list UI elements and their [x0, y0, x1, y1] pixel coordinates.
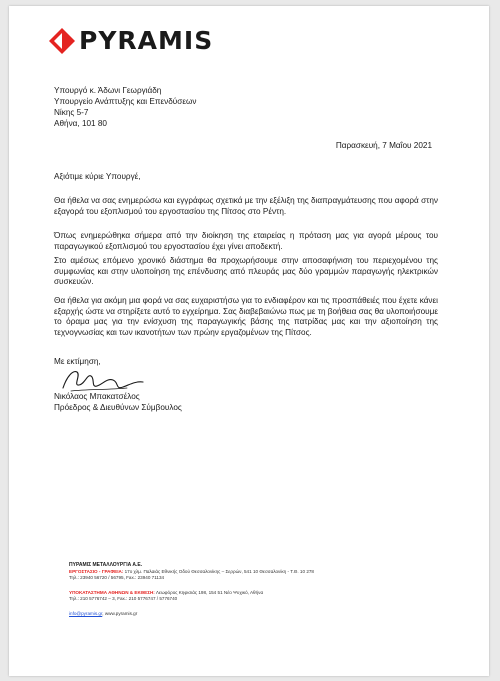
signer-title: Πρόεδρος & Διευθύνων Σύμβουλος: [54, 402, 182, 412]
footer-contact: [69, 611, 314, 618]
footer-branch-phone: Τηλ.: 210 5776742 – 3, Fax.: 210 5776747 / 5776740: [69, 596, 178, 602]
footer-branch-line: [69, 590, 314, 597]
footer-factory-address: 17ο χλμ. Παλαιάς Εθνικής Οδού Θεσσαλονίκης – Σερρών, 541 10 Θεσσαλονίκη - Τ.Θ. 10 278: [124, 568, 314, 574]
footer-factory-label: ΕΡΓΟΣΤΑΣΙΟ - ΓΡΑΦΕΙΑ:: [69, 568, 124, 574]
body-paragraph: Θα ήθελα για ακόμη μια φορά να σας ευχαριστήσω για το ενδιαφέρον και τις προσπάθειές που έχετε κάνει εξαρχής ώστε να στηρίξετε αυτό το εγχείρημα. Σας διαβεβαιώνω πως με τη βοήθεια σας θα υλοποιήσουμε το όραμα μας για την ενίσχυση της παραγωγικής βάσης της πατρίδας μας και την αξιοποίηση της τεχνογνωσίας και των ικανοτήτων των πρώην εργαζομένων της Πίτσος.: [54, 296, 438, 337]
letterhead-footer: [69, 562, 314, 618]
salutation: Αξιότιμε κύριε Υπουργέ,: [54, 172, 141, 181]
company-logo: [49, 24, 213, 58]
footer-email-link[interactable]: info@pyramis.gr: [69, 610, 103, 616]
footer-factory-phone: Τηλ.: 23940 56720 / 56795, Fax.: 23940 71134: [69, 575, 165, 581]
footer-factory-line: [69, 569, 314, 576]
recipient-line: Υπουργό κ. Άδωνι Γεωργιάδη: [54, 86, 162, 95]
brand-name: PYRAMIS: [79, 26, 214, 55]
recipient-line: Αθήνα, 101 80: [54, 119, 107, 128]
footer-company: ΠΥΡΑΜΙΣ ΜΕΤΑΛΛΟΥΡΓΙΑ Α.Ε.: [69, 562, 143, 568]
footer-website: , www.pyramis.gr: [102, 610, 138, 616]
closing: Με εκτίμηση,: [54, 357, 101, 366]
body-paragraph: Στο αμέσως επόμενο χρονικό διάστημα θα προχωρήσουμε στην αποσαφήνιση του περιεχομένου της συμφωνίας και στην υλοποίηση της επένδυσης από πλευράς μας δύο γραμμών παραγωγής ηλεκτρικών συσκευών.: [54, 256, 438, 287]
recipient-address: [54, 85, 196, 129]
recipient-line: Υπουργείο Ανάπτυξης και Επενδύσεων: [54, 97, 197, 106]
letter-date: Παρασκευή, 7 Μαΐου 2021: [335, 141, 432, 150]
pyramis-diamond-icon: [49, 28, 75, 54]
letter-page: [9, 6, 489, 676]
body-paragraph: Όπως ενημερώθηκα σήμερα από την διοίκηση της εταιρείας η πρόταση μας για αγορά μέρους του παραγωγικού εξοπλισμού του εργοστασίου έχει γίνει αποδεκτή.: [54, 231, 438, 251]
signer-block: [54, 392, 182, 413]
footer-branch-address: Λεωφόρος Κηφισιάς 198, 154 51 Νέο Ψυχικό, Αθήνα: [155, 589, 264, 595]
footer-branch-label: ΥΠΟΚΑΤΑΣΤΗΜΑ ΑΘΗΝΩΝ & ΕΚΘΕΣΗ:: [69, 589, 155, 595]
body-paragraph: Θα ήθελα να σας ενημερώσω και εγγράφως σχετικά με την εξέλιξη της διαπραγμάτευσης που αφορά στην εξαγορά του εξοπλισμού του εργοστασίου της Πίτσος στο Ρέντη.: [54, 196, 438, 216]
signer-name: Νικόλαος Μπακατσέλος: [54, 392, 140, 401]
recipient-line: Νίκης 5-7: [54, 108, 89, 117]
